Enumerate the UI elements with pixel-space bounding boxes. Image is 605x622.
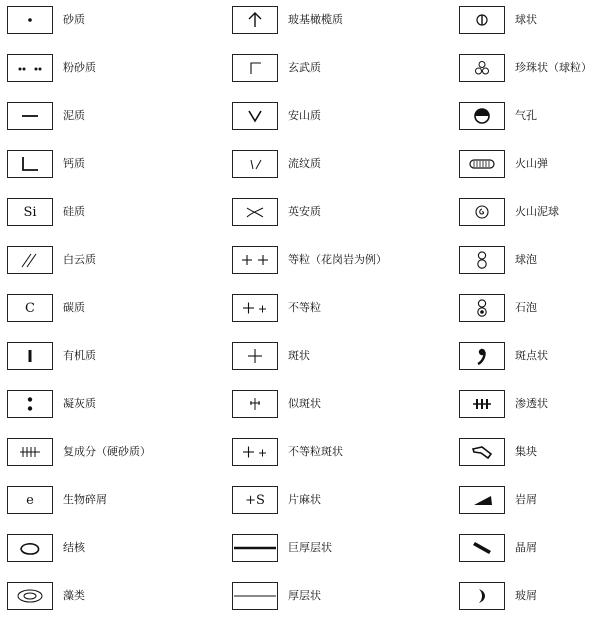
legend-label: 有机质 (63, 349, 96, 362)
symbol-box (459, 198, 505, 226)
legend-label: 岩屑 (515, 493, 537, 506)
symbol-box (7, 198, 53, 226)
legend-entry (459, 438, 605, 478)
legend-label: 珍珠状（球粒） (515, 61, 592, 74)
thin-layer-icon (233, 583, 277, 609)
legend-label: 片麻状 (288, 493, 321, 506)
crystal-chip-icon (460, 535, 504, 561)
legend-entry (7, 342, 207, 382)
symbol-box (7, 150, 53, 178)
legend-entry (232, 486, 432, 526)
symbol-text: C (25, 300, 35, 316)
legend-label: 等粒（花岗岩为例） (288, 253, 387, 266)
symbol-box (7, 534, 53, 562)
legend-label: 似斑状 (288, 397, 321, 410)
symbol-box (232, 534, 278, 562)
horizontal-dash-icon (8, 103, 52, 129)
cluster-circles-icon (460, 55, 504, 81)
up-arrow-icon (233, 7, 277, 33)
legend-label: 晶屑 (515, 541, 537, 554)
symbol-box (7, 390, 53, 418)
legend-label: 凝灰质 (63, 397, 96, 410)
lens-icon (8, 535, 52, 561)
legend-entry (459, 342, 605, 382)
legend-entry (459, 534, 605, 574)
symbol-box (459, 294, 505, 322)
symbol-box (459, 6, 505, 34)
symbol-box (232, 390, 278, 418)
bomb-icon (460, 151, 504, 177)
sphere-icon (460, 7, 504, 33)
spiral-circle-icon (460, 199, 504, 225)
legend-label: 玻基橄榄质 (288, 13, 343, 26)
legend-label: 斑点状 (515, 349, 548, 362)
dot-pairs-icon (8, 55, 52, 81)
legend-entry (7, 390, 207, 430)
legend-entry (7, 534, 207, 574)
legend-entry (7, 198, 207, 238)
symbol-text: e (26, 492, 34, 508)
symbol-box (7, 246, 53, 274)
multi-tick-icon (8, 439, 52, 465)
symbol-box (232, 342, 278, 370)
legend-entry (459, 150, 605, 190)
legend-entry (7, 150, 207, 190)
legend-entry (459, 198, 605, 238)
double-slash-icon (8, 247, 52, 273)
symbol-box (232, 486, 278, 514)
legend-entry (7, 294, 207, 334)
symbol-box (7, 342, 53, 370)
legend-label: 生物碎屑 (63, 493, 107, 506)
symbol-box (7, 102, 53, 130)
legend-entry (232, 438, 432, 478)
legend-entry (7, 54, 207, 94)
legend-entry (232, 54, 432, 94)
legend-label: 白云质 (63, 253, 96, 266)
vertical-bar-icon (8, 343, 52, 369)
legend-label: 粉砂质 (63, 61, 96, 74)
legend-entry (232, 534, 432, 574)
legend-label: 集块 (515, 445, 537, 458)
legend-label: 钙质 (63, 157, 85, 170)
double-plus-icon (233, 247, 277, 273)
legend-label: 斑状 (288, 349, 310, 362)
legend-entry (232, 198, 432, 238)
small-plus-icon (233, 391, 277, 417)
cross-wing-icon (233, 199, 277, 225)
symbol-box (459, 54, 505, 82)
legend-entry (232, 246, 432, 286)
legend-entry (459, 582, 605, 622)
symbol-box (232, 438, 278, 466)
rock-chip-icon (460, 487, 504, 513)
l-bracket-icon (8, 151, 52, 177)
corner-icon (233, 55, 277, 81)
legend-label: 藻类 (63, 589, 85, 602)
legend-entry (232, 390, 432, 430)
infiltration-icon (460, 391, 504, 417)
legend-entry (459, 6, 605, 46)
double-ellipse-icon (8, 583, 52, 609)
stacked-dots-icon (8, 391, 52, 417)
legend-label: 厚层状 (288, 589, 321, 602)
legend-label: 玄武质 (288, 61, 321, 74)
legend-entry (459, 486, 605, 526)
legend-label: 玻屑 (515, 589, 537, 602)
symbol-box (232, 198, 278, 226)
symbol-box (459, 534, 505, 562)
legend-label: 巨厚层状 (288, 541, 332, 554)
legend-entry (459, 294, 605, 334)
legend-entry (459, 54, 605, 94)
legend-label: 火山弹 (515, 157, 548, 170)
legend-entry (459, 246, 605, 286)
symbol-box (232, 102, 278, 130)
legend-label: 渗透状 (515, 397, 548, 410)
symbol-box (459, 342, 505, 370)
legend-entry (7, 582, 207, 622)
legend-label: 碳质 (63, 301, 85, 314)
legend-label: 砂质 (63, 13, 85, 26)
symbol-box (459, 246, 505, 274)
legend-label: 石泡 (515, 301, 537, 314)
legend-entry (459, 390, 605, 430)
legend-entry (7, 486, 207, 526)
glass-chip-icon (460, 583, 504, 609)
legend-entry (232, 342, 432, 382)
stone-bubble-icon (460, 295, 504, 321)
legend-label: 安山质 (288, 109, 321, 122)
symbol-box (459, 486, 505, 514)
uneven-plus-icon (233, 295, 277, 321)
dot-single-icon (8, 7, 52, 33)
symbol-box (232, 150, 278, 178)
legend-label: 球状 (515, 13, 537, 26)
legend-label: 泥质 (63, 109, 85, 122)
flow-slash-icon (233, 151, 277, 177)
legend-label: 气孔 (515, 109, 537, 122)
symbol-box (232, 6, 278, 34)
chevron-down-icon (233, 103, 277, 129)
symbol-box (232, 54, 278, 82)
symbol-box (459, 390, 505, 418)
legend-label: 结核 (63, 541, 85, 554)
symbol-box (7, 438, 53, 466)
legend-entry (7, 102, 207, 142)
legend-entry (7, 438, 207, 478)
figure-eight-icon (460, 247, 504, 273)
legend-label: 不等粒 (288, 301, 321, 314)
symbol-box (232, 294, 278, 322)
symbol-box (7, 294, 53, 322)
uneven-plus-icon (233, 439, 277, 465)
legend-label: 流纹质 (288, 157, 321, 170)
symbol-box (7, 6, 53, 34)
legend-entry (232, 102, 432, 142)
symbol-box (459, 150, 505, 178)
symbol-box (7, 54, 53, 82)
legend-entry (232, 294, 432, 334)
plus-icon (233, 343, 277, 369)
symbol-text: +S (245, 492, 265, 508)
legend-entry (232, 582, 432, 622)
symbol-box (459, 102, 505, 130)
legend-label: 复成分（硬砂质） (63, 445, 151, 458)
agglomerate-icon (460, 439, 504, 465)
legend-entry (459, 102, 605, 142)
symbol-box (7, 486, 53, 514)
symbol-box (232, 246, 278, 274)
comma-icon (460, 343, 504, 369)
legend-label: 火山泥球 (515, 205, 559, 218)
symbol-text: Si (23, 204, 37, 220)
half-filled-circle-icon (460, 103, 504, 129)
legend-entry (7, 6, 207, 46)
legend-entry (232, 6, 432, 46)
legend-label: 英安质 (288, 205, 321, 218)
legend-label: 硅质 (63, 205, 85, 218)
legend-label: 不等粒斑状 (288, 445, 343, 458)
legend-entry (7, 246, 207, 286)
legend-label: 球泡 (515, 253, 537, 266)
symbol-box (459, 438, 505, 466)
thick-layer-icon (233, 535, 277, 561)
legend-entry (232, 150, 432, 190)
